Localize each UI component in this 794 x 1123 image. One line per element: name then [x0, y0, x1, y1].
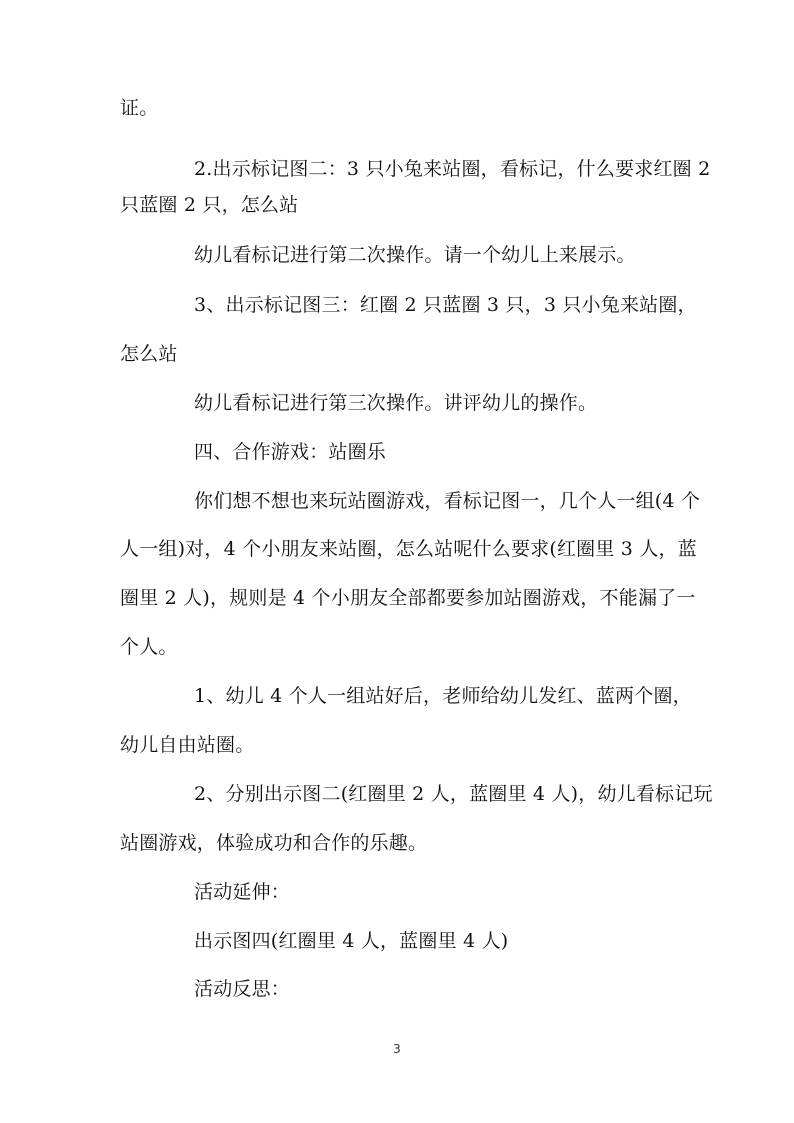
text-line-7: 幼儿看标记进行第三次操作。讲评幼儿的操作。 — [194, 392, 598, 414]
text-line-15: 2、分别出示图二(红圈里 2 人，蓝圈里 4 人)，幼儿看标记玩 — [194, 783, 713, 805]
text-line-16: 站圈游戏，体验成功和合作的乐趣。 — [120, 832, 428, 854]
page-number: 3 — [393, 1042, 401, 1056]
text-line-10: 人一组)对，4 个小朋友来站圈，怎么站呢什么要求(红圈里 3 人，蓝 — [120, 538, 697, 560]
text-line-2: 2.出示标记图二：3 只小兔来站圈，看标记，什么要求红圈 2 — [194, 158, 711, 180]
text-line-6: 怎么站 — [120, 343, 178, 365]
text-line-5: 3、出示标记图三：红圈 2 只蓝圈 3 只，3 只小兔来站圈， — [194, 294, 697, 316]
text-line-11: 圈里 2 人)，规则是 4 个小朋友全部都要参加站圈游戏，不能漏了一 — [120, 587, 696, 609]
text-line-17: 活动延伸： — [194, 881, 291, 903]
text-line-1: 证。 — [120, 97, 159, 119]
text-line-12: 个人。 — [120, 636, 178, 658]
text-line-4: 幼儿看标记进行第二次操作。请一个幼儿上来展示。 — [194, 244, 636, 266]
text-line-19: 活动反思： — [194, 978, 291, 1000]
text-line-18: 出示图四(红圈里 4 人，蓝圈里 4 人) — [194, 930, 509, 952]
section-heading: 四、合作游戏：站圈乐 — [194, 441, 387, 463]
text-line-3: 只蓝圈 2 只，怎么站 — [120, 194, 299, 216]
text-line-13: 1、幼儿 4 个人一组站好后，老师给幼儿发红、蓝两个圈， — [194, 685, 692, 707]
text-line-14: 幼儿自由站圈。 — [120, 734, 255, 756]
text-line-9: 你们想不想也来玩站圈游戏，看标记图一，几个人一组(4 个 — [194, 490, 701, 512]
